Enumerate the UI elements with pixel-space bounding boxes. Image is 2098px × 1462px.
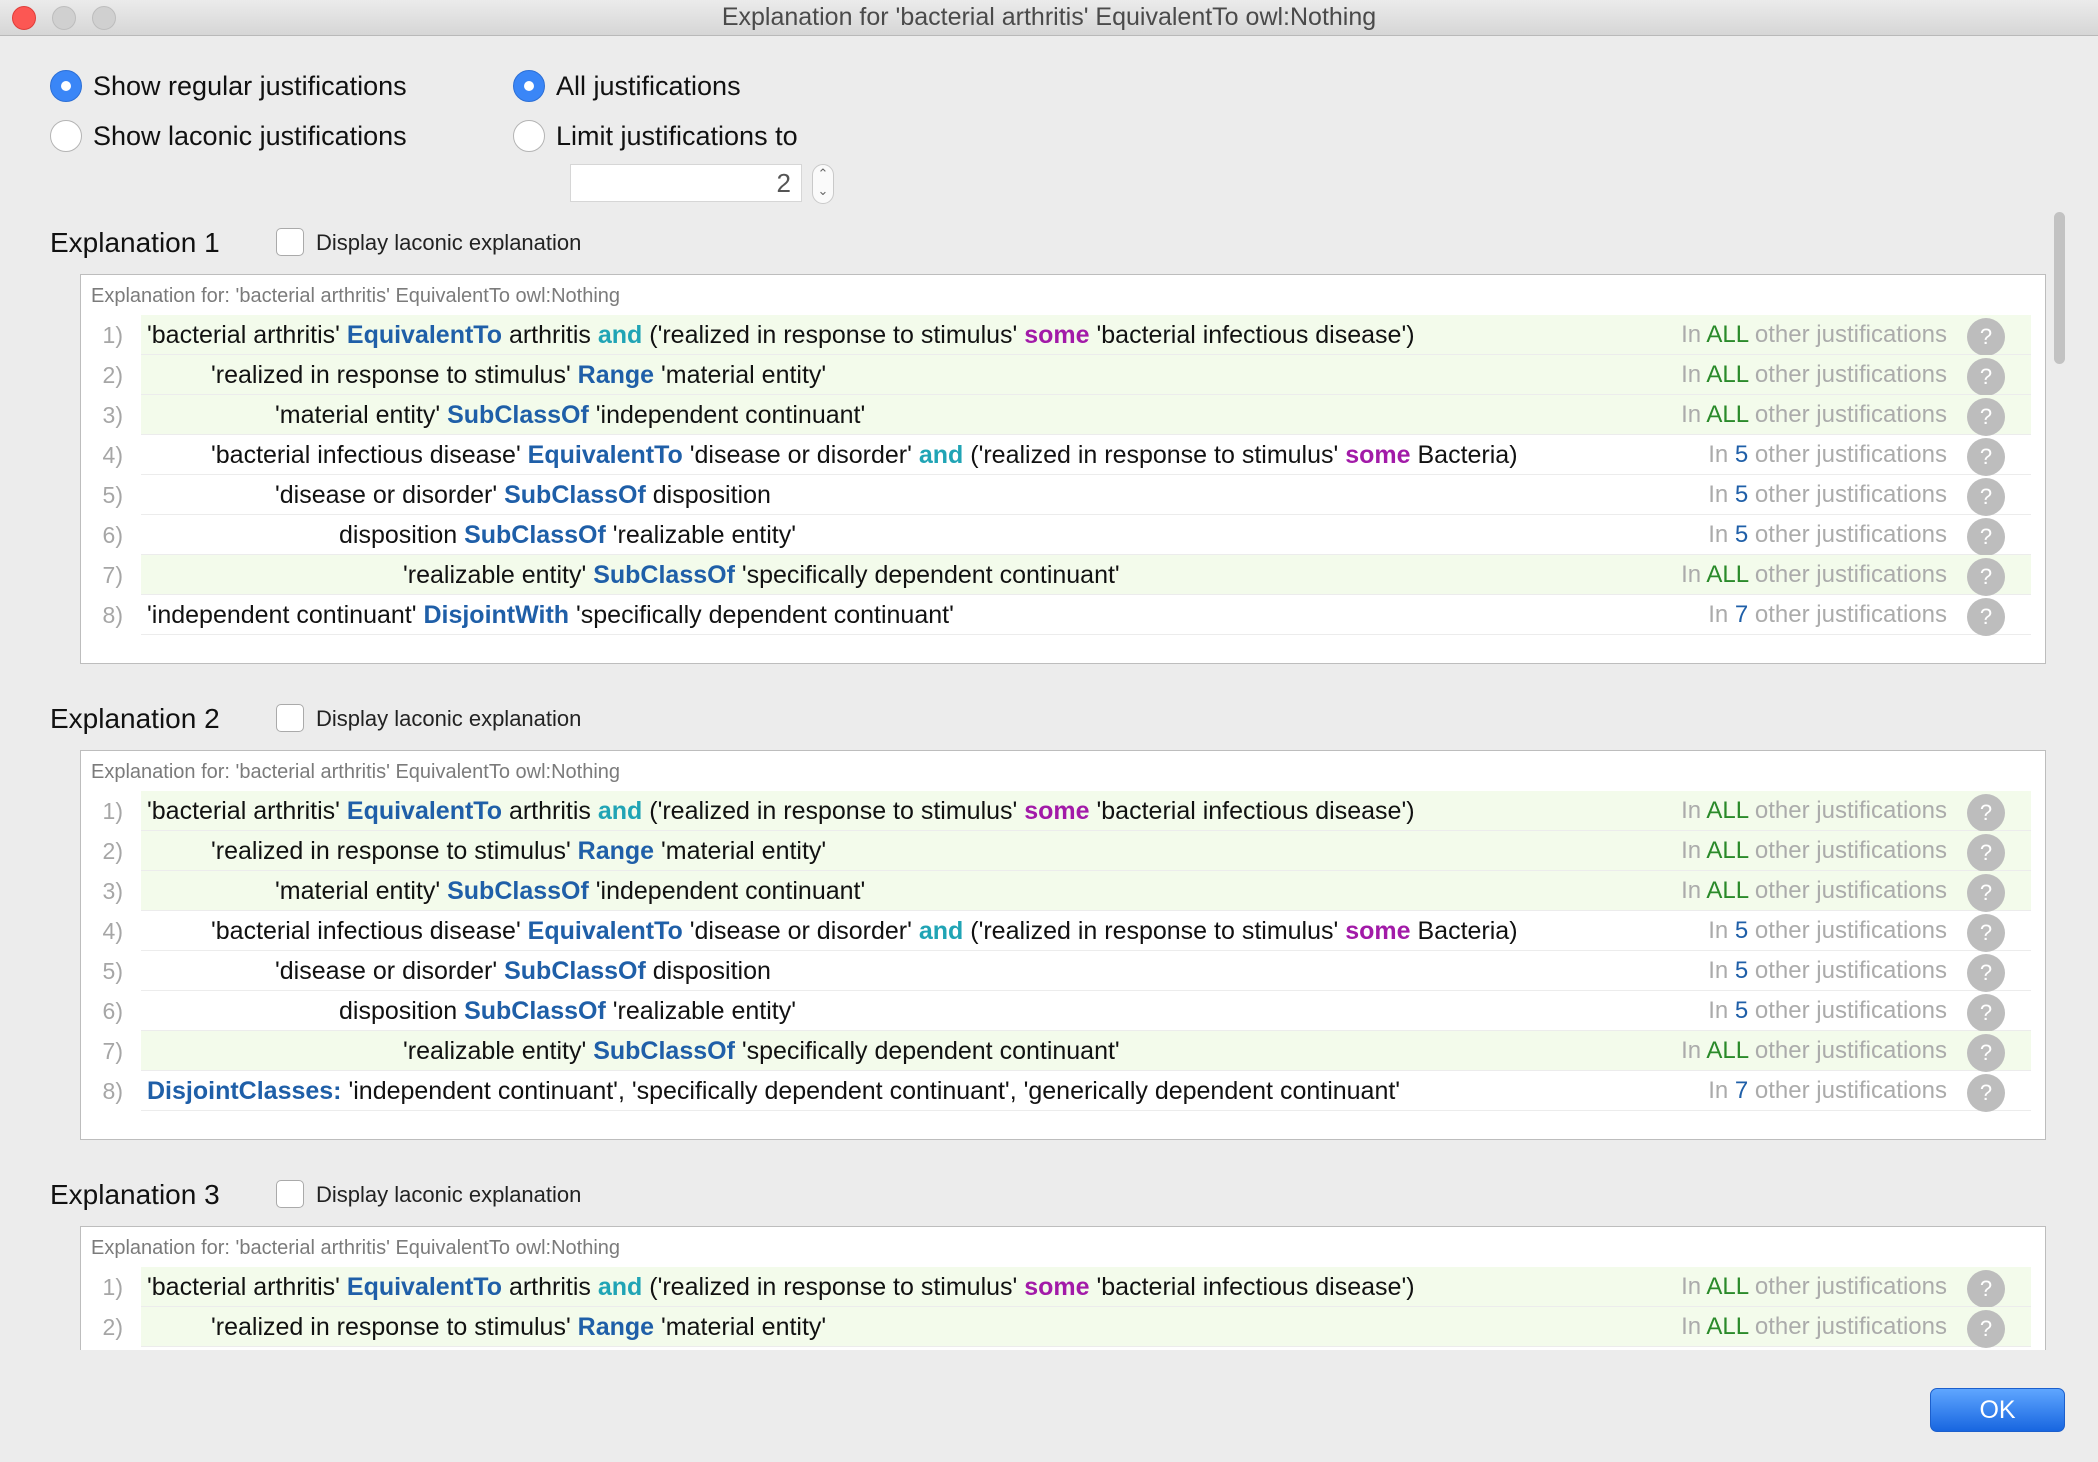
axiom-row-number: 1)	[102, 798, 123, 824]
axiom-row-number: 3)	[102, 402, 123, 428]
axiom-text	[211, 911, 1518, 951]
axiom-row-body	[141, 1031, 2031, 1071]
explanation-box-header: Explanation for: 'bacterial arthritis' EquivalentTo owl:Nothing	[91, 761, 621, 783]
axiom-row-body	[141, 515, 2031, 555]
axiom-term: disposition	[339, 997, 465, 1025]
justification-suffix-label: other justifications	[1754, 997, 1947, 1024]
justification-count	[1681, 871, 1947, 911]
display-laconic-checkbox[interactable]	[276, 704, 304, 732]
radio-unselected-icon[interactable]	[513, 120, 545, 152]
justification-in-label: In	[1681, 401, 1702, 428]
axiom-term: Bacteria)	[1410, 917, 1518, 945]
axiom-row-number: 8)	[102, 1078, 123, 1104]
axiom-term: disposition	[339, 521, 465, 549]
axiom-operator: and	[918, 441, 964, 469]
justification-count-value: ALL	[1706, 877, 1749, 904]
justification-count	[1681, 355, 1947, 395]
axiom-keyword: Range	[577, 837, 655, 865]
justification-count-value: ALL	[1706, 1037, 1749, 1064]
axiom-term: arthritis	[502, 321, 598, 349]
explanation-panel	[48, 1160, 2046, 1350]
justification-in-label: In	[1708, 601, 1729, 628]
axiom-term: 'disease or disorder'	[275, 481, 505, 509]
axiom-term: 'disease or disorder'	[682, 917, 919, 945]
axiom-row[interactable]	[81, 1031, 2045, 1071]
axiom-term: 'bacterial infectious disease'	[211, 917, 528, 945]
axiom-term: 'independent continuant'	[147, 601, 424, 629]
radio-selected-icon[interactable]	[50, 70, 82, 102]
help-icon[interactable]: ?	[1967, 794, 2005, 832]
ok-button[interactable]: OK	[1930, 1388, 2065, 1432]
axiom-term: 'realizable entity'	[403, 561, 594, 589]
axiom-row-body	[141, 555, 2031, 595]
axiom-row-number: 6)	[102, 522, 123, 548]
explanation-panel	[48, 684, 2046, 1160]
axiom-text	[147, 595, 954, 635]
axiom-term: ('realized in response to stimulus'	[963, 917, 1346, 945]
axiom-keyword: SubClassOf	[504, 481, 646, 509]
axiom-keyword: SubClassOf	[593, 561, 735, 589]
axiom-term: ('realized in response to stimulus'	[642, 1273, 1025, 1301]
axiom-row[interactable]	[81, 475, 2045, 515]
axiom-row-body	[141, 435, 2031, 475]
axiom-text	[211, 435, 1518, 475]
display-laconic-checkbox[interactable]	[276, 228, 304, 256]
justification-suffix-label: other justifications	[1754, 561, 1947, 588]
help-icon[interactable]: ?	[1967, 1310, 2005, 1348]
radio-unselected-icon[interactable]	[50, 120, 82, 152]
axiom-text	[211, 831, 826, 871]
axiom-row-number: 5)	[102, 958, 123, 984]
justification-count-value: ALL	[1706, 561, 1749, 588]
justification-count-value: 5	[1734, 521, 1749, 548]
justification-count-value: 5	[1734, 997, 1749, 1024]
justification-in-label: In	[1708, 441, 1729, 468]
axiom-quantifier: some	[1024, 321, 1090, 349]
justification-in-label: In	[1681, 361, 1702, 388]
display-laconic-label: Display laconic explanation	[316, 706, 582, 731]
axiom-term: 'independent continuant'	[588, 401, 866, 429]
axiom-row-body	[141, 395, 2031, 435]
axiom-operator: and	[597, 1273, 643, 1301]
axiom-row-body	[141, 1267, 2031, 1307]
axiom-row-body	[141, 951, 2031, 991]
axiom-term: 'realized in response to stimulus'	[211, 361, 578, 389]
axiom-term: arthritis	[502, 797, 598, 825]
axiom-row[interactable]	[81, 1071, 2045, 1111]
radio-regular-justifications[interactable]	[50, 68, 407, 104]
axiom-term: arthritis	[502, 1273, 598, 1301]
justification-count-value: 5	[1734, 917, 1749, 944]
justification-count	[1708, 475, 1947, 515]
justification-count	[1708, 951, 1947, 991]
justification-count-value: ALL	[1706, 361, 1749, 388]
help-icon[interactable]: ?	[1967, 358, 2005, 396]
justification-count-value: ALL	[1706, 401, 1749, 428]
justification-suffix-label: other justifications	[1754, 521, 1947, 548]
justification-count	[1708, 515, 1947, 555]
axiom-operator: and	[918, 917, 964, 945]
explanation-heading	[50, 1178, 220, 1212]
axiom-term: Bacteria)	[1410, 441, 1518, 469]
axiom-term: 'independent continuant'	[588, 877, 866, 905]
axiom-row[interactable]	[81, 355, 2045, 395]
axiom-text	[339, 991, 796, 1031]
justification-count	[1681, 395, 1947, 435]
help-icon[interactable]: ?	[1967, 914, 2005, 952]
axiom-term: 'bacterial infectious disease')	[1089, 321, 1415, 349]
justification-count-value: 7	[1734, 601, 1749, 628]
justification-in-label: In	[1681, 877, 1702, 904]
window-titlebar	[0, 0, 2098, 36]
justification-suffix-label: other justifications	[1754, 837, 1947, 864]
axiom-row[interactable]	[81, 791, 2045, 831]
axiom-row-number: 2)	[102, 362, 123, 388]
axiom-term: disposition	[645, 957, 771, 985]
axiom-term: 'realized in response to stimulus'	[211, 1313, 578, 1341]
justification-count-value: ALL	[1706, 1273, 1749, 1300]
axiom-row-number: 7)	[102, 1038, 123, 1064]
axiom-row-body	[141, 911, 2031, 951]
axiom-row[interactable]	[81, 395, 2045, 435]
axiom-term: 'specifically dependent continuant'	[569, 601, 954, 629]
axiom-keyword: DisjointClasses:	[147, 1077, 342, 1105]
axiom-term: 'bacterial infectious disease')	[1089, 1273, 1415, 1301]
justification-suffix-label: other justifications	[1754, 401, 1947, 428]
radio-laconic-label: Show laconic justifications	[93, 120, 407, 151]
axiom-row-body	[141, 595, 2031, 635]
axiom-term: 'independent continuant', 'specifically dependent continuant', 'generically dependent continuant'	[341, 1077, 1401, 1105]
stepper-down-icon[interactable]: ⌄	[817, 183, 829, 198]
justification-in-label: In	[1708, 1077, 1729, 1104]
justification-count	[1681, 791, 1947, 831]
axiom-row-body	[141, 475, 2031, 515]
explanation-title: Explanation 2	[50, 703, 220, 734]
axiom-row[interactable]	[81, 1267, 2045, 1307]
axiom-keyword: SubClassOf	[464, 997, 606, 1025]
axiom-term: 'realizable entity'	[605, 997, 796, 1025]
axiom-row-body	[141, 791, 2031, 831]
justification-count	[1681, 1031, 1947, 1071]
axiom-text	[147, 791, 1415, 831]
justification-count-value: 5	[1734, 957, 1749, 984]
axiom-term: 'bacterial infectious disease'	[211, 441, 528, 469]
axiom-row-number: 8)	[102, 602, 123, 628]
explanation-heading	[50, 702, 220, 736]
axiom-term: 'specifically dependent continuant'	[734, 1037, 1120, 1065]
axiom-row-body	[141, 871, 2031, 911]
display-laconic-label: Display laconic explanation	[316, 230, 582, 255]
radio-selected-icon[interactable]	[513, 70, 545, 102]
axiom-term: 'material entity'	[275, 401, 448, 429]
axiom-quantifier: some	[1345, 441, 1411, 469]
explanation-title: Explanation 3	[50, 1179, 220, 1210]
explanation-heading	[50, 226, 220, 260]
axiom-keyword: EquivalentTo	[346, 1273, 502, 1301]
explanation-box	[80, 274, 2046, 664]
justification-count-value: ALL	[1706, 321, 1749, 348]
axiom-keyword: EquivalentTo	[346, 321, 502, 349]
axiom-text	[339, 515, 796, 555]
axiom-term: disposition	[645, 481, 771, 509]
justification-in-label: In	[1681, 837, 1702, 864]
axiom-term: 'disease or disorder'	[682, 441, 919, 469]
axiom-text	[211, 1307, 826, 1347]
axiom-row-body	[141, 831, 2031, 871]
justification-count-value: 7	[1734, 1077, 1749, 1104]
axiom-row-number: 1)	[102, 1274, 123, 1300]
justification-suffix-label: other justifications	[1754, 481, 1947, 508]
axiom-term: 'realized in response to stimulus'	[211, 837, 578, 865]
radio-regular-label: Show regular justifications	[93, 70, 407, 101]
justification-suffix-label: other justifications	[1754, 1077, 1947, 1104]
axiom-row-body	[141, 1307, 2031, 1347]
axiom-quantifier: some	[1024, 797, 1090, 825]
axiom-row-number: 1)	[102, 322, 123, 348]
axiom-row[interactable]	[81, 911, 2045, 951]
explanation-box-header: Explanation for: 'bacterial arthritis' EquivalentTo owl:Nothing	[91, 285, 621, 307]
justification-in-label: In	[1708, 481, 1729, 508]
axiom-keyword: SubClassOf	[504, 957, 646, 985]
radio-all-justifications[interactable]	[513, 68, 741, 104]
axiom-text	[275, 951, 771, 991]
help-icon[interactable]: ?	[1967, 1074, 2005, 1112]
radio-limit-justifications[interactable]	[513, 118, 798, 154]
help-icon[interactable]: ?	[1967, 398, 2005, 436]
justification-in-label: In	[1681, 1313, 1702, 1340]
justification-count	[1681, 831, 1947, 871]
axiom-row[interactable]	[81, 435, 2045, 475]
justification-count	[1708, 435, 1947, 475]
axiom-term: 'bacterial infectious disease')	[1089, 797, 1415, 825]
axiom-term: 'specifically dependent continuant'	[734, 561, 1120, 589]
axiom-row[interactable]	[81, 991, 2045, 1031]
justification-in-label: In	[1681, 797, 1702, 824]
help-icon[interactable]: ?	[1967, 954, 2005, 992]
justification-in-label: In	[1708, 997, 1729, 1024]
justification-suffix-label: other justifications	[1754, 361, 1947, 388]
justification-suffix-label: other justifications	[1754, 1037, 1947, 1064]
axiom-row[interactable]	[81, 315, 2045, 355]
help-icon[interactable]: ?	[1967, 438, 2005, 476]
axiom-row-body	[141, 1071, 2031, 1111]
axiom-text	[275, 871, 865, 911]
axiom-row-number: 3)	[102, 878, 123, 904]
axiom-row-number: 2)	[102, 838, 123, 864]
justification-count-value: ALL	[1706, 837, 1749, 864]
axiom-row[interactable]	[81, 555, 2045, 595]
axiom-row[interactable]	[81, 595, 2045, 635]
axiom-text	[211, 355, 826, 395]
help-icon[interactable]: ?	[1967, 318, 2005, 356]
justification-count-value: ALL	[1706, 797, 1749, 824]
axiom-row-number: 4)	[102, 442, 123, 468]
justification-in-label: In	[1681, 1273, 1702, 1300]
axiom-term: ('realized in response to stimulus'	[642, 797, 1025, 825]
justification-in-label: In	[1708, 957, 1729, 984]
axiom-term: 'disease or disorder'	[275, 957, 505, 985]
window-title: Explanation for 'bacterial arthritis' EquivalentTo owl:Nothing	[721, 3, 1377, 31]
axiom-keyword: Range	[577, 1313, 655, 1341]
justification-in-label: In	[1681, 321, 1702, 348]
radio-all-label: All justifications	[556, 70, 741, 101]
axiom-text	[403, 1031, 1120, 1071]
help-icon[interactable]: ?	[1967, 874, 2005, 912]
axiom-keyword: DisjointWith	[423, 601, 570, 629]
help-icon[interactable]: ?	[1967, 994, 2005, 1032]
justification-suffix-label: other justifications	[1754, 1273, 1947, 1300]
axiom-keyword: SubClassOf	[464, 521, 606, 549]
axiom-keyword: Range	[577, 361, 655, 389]
axiom-row-body	[141, 991, 2031, 1031]
axiom-text	[275, 395, 865, 435]
axiom-text	[147, 1071, 1400, 1111]
axiom-row-number: 5)	[102, 482, 123, 508]
justification-suffix-label: other justifications	[1754, 321, 1947, 348]
justification-suffix-label: other justifications	[1754, 1313, 1947, 1340]
axiom-text	[147, 315, 1415, 355]
axiom-quantifier: some	[1345, 917, 1411, 945]
axiom-row[interactable]	[81, 515, 2045, 555]
display-laconic-label: Display laconic explanation	[316, 1182, 582, 1207]
help-icon[interactable]: ?	[1967, 478, 2005, 516]
justification-suffix-label: other justifications	[1754, 797, 1947, 824]
vertical-scrollbar[interactable]	[2052, 208, 2068, 1350]
help-icon[interactable]: ?	[1967, 518, 2005, 556]
help-icon[interactable]: ?	[1967, 598, 2005, 636]
display-laconic-checkbox[interactable]	[276, 1180, 304, 1208]
axiom-term: 'material entity'	[275, 877, 448, 905]
justification-in-label: In	[1681, 561, 1702, 588]
axiom-quantifier: some	[1024, 1273, 1090, 1301]
help-icon[interactable]: ?	[1967, 558, 2005, 596]
radio-laconic-justifications[interactable]	[50, 118, 407, 154]
axiom-keyword: EquivalentTo	[346, 797, 502, 825]
axiom-text	[403, 555, 1120, 595]
explanation-box	[80, 750, 2046, 1140]
help-icon[interactable]: ?	[1967, 1034, 2005, 1072]
justification-count-value: 5	[1734, 481, 1749, 508]
help-icon[interactable]: ?	[1967, 834, 2005, 872]
axiom-term: 'material entity'	[654, 837, 827, 865]
explanation-box	[80, 1226, 2046, 1350]
justification-in-label: In	[1681, 1037, 1702, 1064]
justification-suffix-label: other justifications	[1754, 917, 1947, 944]
explanation-panel	[48, 208, 2046, 684]
axiom-term: ('realized in response to stimulus'	[963, 441, 1346, 469]
axiom-text	[275, 475, 771, 515]
justification-count-value: 5	[1734, 441, 1749, 468]
limit-count-stepper[interactable]	[812, 164, 834, 204]
axiom-term: 'realizable entity'	[403, 1037, 594, 1065]
axiom-term: 'bacterial arthritis'	[147, 321, 347, 349]
axiom-operator: and	[597, 797, 643, 825]
explanations-scroll-area[interactable]	[48, 208, 2046, 1350]
radio-limit-label: Limit justifications to	[556, 120, 798, 151]
justification-count	[1708, 1071, 1947, 1111]
axiom-keyword: SubClassOf	[447, 877, 589, 905]
axiom-keyword: SubClassOf	[593, 1037, 735, 1065]
axiom-operator: and	[597, 321, 643, 349]
explanation-title: Explanation 1	[50, 227, 220, 258]
axiom-row-body	[141, 315, 2031, 355]
help-icon[interactable]: ?	[1967, 1270, 2005, 1308]
axiom-row-number: 4)	[102, 918, 123, 944]
explanation-box-header: Explanation for: 'bacterial arthritis' EquivalentTo owl:Nothing	[91, 1237, 621, 1259]
axiom-row[interactable]	[81, 951, 2045, 991]
axiom-row-number: 6)	[102, 998, 123, 1024]
justification-suffix-label: other justifications	[1754, 957, 1947, 984]
justification-count	[1708, 991, 1947, 1031]
justification-in-label: In	[1708, 917, 1729, 944]
axiom-row-body	[141, 355, 2031, 395]
axiom-row[interactable]	[81, 831, 2045, 871]
axiom-row-number: 2)	[102, 1314, 123, 1340]
justification-count	[1708, 595, 1947, 635]
justification-count	[1681, 1267, 1947, 1307]
stepper-up-icon[interactable]: ⌃	[817, 166, 829, 181]
justification-count	[1708, 911, 1947, 951]
axiom-row-number: 7)	[102, 562, 123, 588]
axiom-term: 'material entity'	[654, 361, 827, 389]
justification-count-value: ALL	[1706, 1313, 1749, 1340]
axiom-keyword: EquivalentTo	[527, 917, 683, 945]
axiom-term: ('realized in response to stimulus'	[642, 321, 1025, 349]
justification-suffix-label: other justifications	[1754, 441, 1947, 468]
justification-suffix-label: other justifications	[1754, 877, 1947, 904]
justification-count	[1681, 1307, 1947, 1347]
axiom-keyword: SubClassOf	[447, 401, 589, 429]
justification-suffix-label: other justifications	[1754, 601, 1947, 628]
axiom-term: 'realizable entity'	[605, 521, 796, 549]
justification-count	[1681, 315, 1947, 355]
justification-count	[1681, 555, 1947, 595]
axiom-term: 'bacterial arthritis'	[147, 1273, 347, 1301]
limit-count-field[interactable]: 2	[570, 164, 802, 202]
axiom-keyword: EquivalentTo	[527, 441, 683, 469]
justification-in-label: In	[1708, 521, 1729, 548]
axiom-row[interactable]	[81, 1307, 2045, 1347]
axiom-term: 'bacterial arthritis'	[147, 797, 347, 825]
axiom-text	[147, 1267, 1415, 1307]
axiom-row[interactable]	[81, 871, 2045, 911]
axiom-term: 'material entity'	[654, 1313, 827, 1341]
scrollbar-thumb[interactable]	[2054, 212, 2065, 364]
